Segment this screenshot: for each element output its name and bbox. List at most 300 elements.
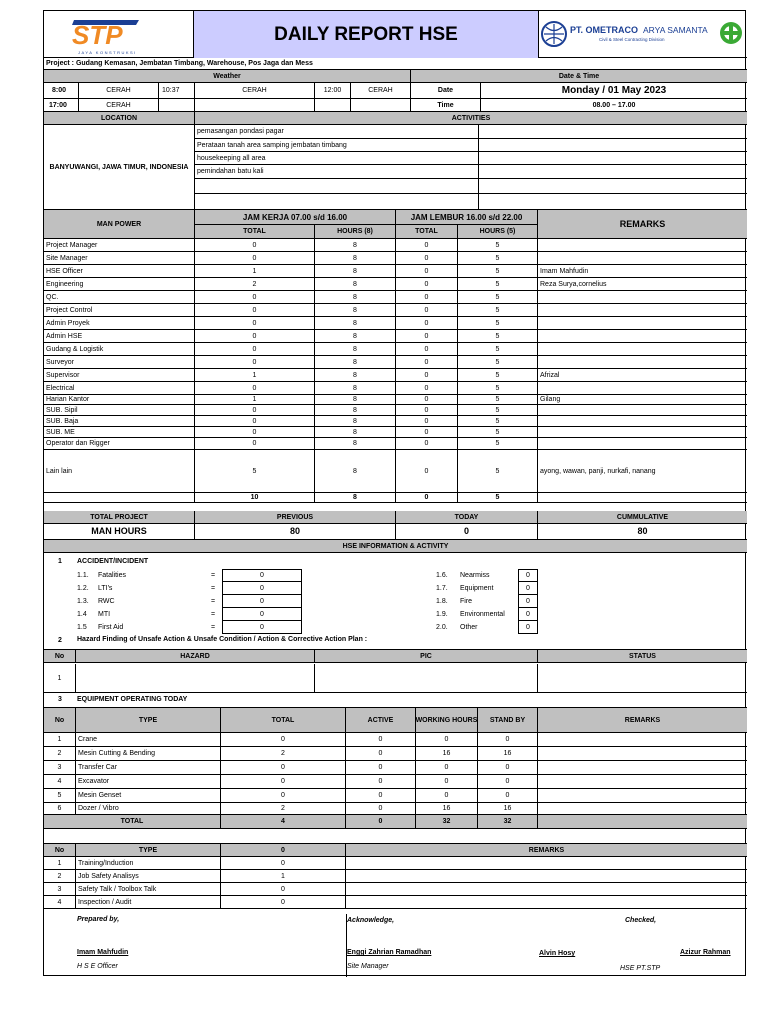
role-remarks: Imam Mahfudin	[538, 265, 747, 278]
equip-active: 0	[346, 761, 416, 775]
role-name: Electrical	[44, 382, 195, 395]
equip-type: Dozer / Vibro	[76, 803, 221, 815]
equip-total-total: 4	[221, 815, 346, 829]
regular-total: 0	[195, 427, 315, 438]
equip-active-header: ACTIVE	[346, 708, 416, 733]
role-name: Project Control	[44, 304, 195, 317]
accident-name: Nearmiss	[460, 572, 490, 579]
regular-hours: 8	[315, 278, 396, 291]
table-row	[44, 317, 747, 330]
table-row	[44, 775, 747, 789]
accident-value: 0	[222, 595, 302, 608]
equip-type: Excavator	[76, 775, 221, 789]
regular-hours: 8	[315, 317, 396, 330]
training-table	[44, 857, 747, 909]
regular-hours: 8	[315, 450, 396, 493]
training-value: 0	[221, 896, 346, 909]
man-hours-previous: 80	[195, 524, 396, 540]
equals-sign: =	[211, 572, 216, 579]
prepared-role: H S E Officer	[77, 963, 118, 970]
overtime-hours: 5	[458, 252, 538, 265]
regular-total: 0	[195, 330, 315, 343]
role-name: Supervisor	[44, 369, 195, 382]
table-row	[44, 291, 747, 304]
role-name: Lain lain	[44, 450, 195, 493]
ometraco-name: PT. OMETRACO	[570, 25, 639, 35]
table-row	[44, 883, 747, 896]
overtime-total: 0	[396, 304, 458, 317]
equip-remarks	[538, 775, 747, 789]
overtime-total: 0	[396, 252, 458, 265]
stp-logo	[44, 11, 194, 58]
training-no-header: No	[44, 844, 76, 857]
training-no: 2	[44, 870, 76, 883]
hazard-status	[538, 664, 747, 693]
activity-row	[195, 152, 747, 165]
equip-total-working: 32	[416, 815, 478, 829]
role-name: QC.	[44, 291, 195, 304]
regular-total: 0	[195, 382, 315, 395]
accident-name: Environmental	[460, 611, 505, 618]
accident-name: MTI	[98, 611, 111, 618]
overtime-hours: 5	[458, 343, 538, 356]
weather-time-2: 10:37	[159, 83, 195, 99]
table-row	[44, 343, 747, 356]
report-header	[44, 11, 747, 58]
activity-row	[195, 179, 747, 194]
date-label: Date	[411, 83, 481, 99]
man-hours-today: 0	[396, 524, 538, 540]
training-remarks	[346, 870, 747, 883]
accident-item	[424, 621, 747, 634]
checked-name-2: Azizur Rahman	[680, 949, 731, 956]
role-remarks: Gilang	[538, 395, 747, 405]
overtime-total: 0	[396, 416, 458, 427]
equip-no: 3	[44, 761, 76, 775]
role-remarks: Afrizal	[538, 369, 747, 382]
accident-name: Equipment	[460, 585, 494, 592]
total-col-header-2: TOTAL	[396, 225, 458, 239]
accident-name: Other	[460, 624, 478, 631]
regular-hours: 8	[315, 265, 396, 278]
stp-logo-tagline: JAYA KONSTRUKSI	[78, 50, 137, 55]
regular-hours: 8	[315, 382, 396, 395]
table-row	[44, 747, 747, 761]
overtime-hours: 5	[458, 265, 538, 278]
regular-total: 0	[195, 239, 315, 252]
overtime-total: 0	[396, 405, 458, 416]
datetime-header: Date & Time	[411, 70, 747, 83]
role-remarks	[538, 405, 747, 416]
accident-item	[424, 569, 747, 582]
overtime-total: 0	[396, 427, 458, 438]
table-row	[44, 789, 747, 803]
role-remarks	[538, 239, 747, 252]
accident-no: 1.9.	[436, 611, 448, 618]
table-row	[44, 438, 747, 450]
role-remarks	[538, 416, 747, 427]
overtime-hours: 5	[458, 291, 538, 304]
training-value: 1	[221, 870, 346, 883]
equip-total: 0	[221, 733, 346, 747]
overtime-total: 0	[396, 356, 458, 369]
table-row	[44, 239, 747, 252]
activity-row	[195, 139, 747, 152]
prepared-name: Imam Mahfudin	[77, 949, 129, 956]
activity-item: pemindahan batu kali	[195, 165, 479, 179]
section-2-title: Hazard Finding of Unsafe Action & Unsafe Condition / Action & Corrective Action Plan :	[77, 636, 368, 643]
role-name: HSE Officer	[44, 265, 195, 278]
equals-sign: =	[211, 598, 216, 605]
regular-total: 0	[195, 252, 315, 265]
accident-item	[44, 569, 424, 582]
overtime-total: 0	[396, 278, 458, 291]
table-row	[44, 330, 747, 343]
equip-active: 0	[346, 747, 416, 761]
table-row	[44, 761, 747, 775]
regular-hours: 8	[315, 427, 396, 438]
accident-list-right	[424, 569, 747, 634]
overtime-hours: 5	[458, 427, 538, 438]
equip-standby: 16	[478, 803, 538, 815]
role-remarks: Reza Surya,cornelius	[538, 278, 747, 291]
equip-remarks	[538, 803, 747, 815]
training-type: Job Safety Analisys	[76, 870, 221, 883]
accident-name: RWC	[98, 598, 115, 605]
role-remarks	[538, 382, 747, 395]
accident-no: 1.1.	[77, 572, 89, 579]
overtime-hours: 5	[458, 382, 538, 395]
regular-total: 0	[195, 291, 315, 304]
section-3-no: 3	[58, 696, 62, 703]
role-remarks	[538, 304, 747, 317]
role-name: SUB. Sipil	[44, 405, 195, 416]
role-remarks	[538, 252, 747, 265]
regular-total: 0	[195, 416, 315, 427]
overtime-total: 0	[396, 450, 458, 493]
man-hours-label: MAN HOURS	[44, 524, 195, 540]
table-row	[44, 382, 747, 395]
hazard-text	[76, 664, 315, 693]
checked-label: Checked,	[625, 917, 657, 924]
equip-total-standby: 32	[478, 815, 538, 829]
overtime-total-sum: 0	[396, 493, 458, 503]
equip-no: 6	[44, 803, 76, 815]
accident-no: 1.4	[77, 611, 87, 618]
training-no: 4	[44, 896, 76, 909]
equip-working: 0	[416, 789, 478, 803]
overtime-total: 0	[396, 438, 458, 450]
overtime-hours: 5	[458, 330, 538, 343]
overtime-total: 0	[396, 395, 458, 405]
table-row	[44, 304, 747, 317]
accident-name: Fatalities	[98, 572, 127, 579]
accident-name: First Aid	[98, 624, 124, 631]
equip-total-label: TOTAL	[44, 815, 221, 829]
equals-sign: =	[211, 585, 216, 592]
regular-total: 2	[195, 278, 315, 291]
acknowledge-role: Site Manager	[347, 963, 389, 970]
jam-kerja-header: JAM KERJA 07.00 s/d 16.00	[195, 210, 396, 225]
manpower-header: MAN POWER	[44, 210, 195, 239]
accident-name: LTI's	[98, 585, 113, 592]
activity-item	[195, 179, 479, 194]
role-name: Admin Proyek	[44, 317, 195, 330]
accident-no: 1.6.	[436, 572, 448, 579]
equip-remarks	[538, 761, 747, 775]
totals-row	[44, 493, 747, 503]
hazard-no: 1	[44, 664, 76, 693]
regular-hours: 8	[315, 343, 396, 356]
accident-value: 0	[222, 621, 302, 634]
regular-total: 1	[195, 369, 315, 382]
hazard-no-header: No	[44, 650, 76, 663]
previous-label: PREVIOUS	[195, 511, 396, 524]
activity-row	[195, 194, 747, 210]
equip-type: Crane	[76, 733, 221, 747]
accident-value: 0	[222, 608, 302, 621]
weather-value-1: CERAH	[79, 83, 159, 99]
section-1-title: ACCIDENT/INCIDENT	[77, 558, 149, 565]
weather-value-2: CERAH	[195, 83, 315, 99]
equip-no-header: No	[44, 708, 76, 733]
table-row	[44, 450, 747, 493]
hse-info-header: HSE INFORMATION & ACTIVITY	[44, 540, 747, 553]
regular-total: 0	[195, 317, 315, 330]
hours5-col-header: HOURS (5)	[458, 225, 538, 239]
training-value: 0	[221, 883, 346, 896]
overtime-hours-sum: 5	[458, 493, 538, 503]
ometraco-name2: ARYA SAMANTA	[643, 25, 708, 35]
accident-no: 1.2.	[77, 585, 89, 592]
acknowledge-label: Acknowledge,	[347, 917, 395, 924]
overtime-hours: 5	[458, 438, 538, 450]
role-name: Surveyor	[44, 356, 195, 369]
regular-hours: 8	[315, 369, 396, 382]
location-header: LOCATION	[44, 112, 195, 125]
accident-list-left	[44, 569, 424, 634]
regular-hours: 8	[315, 330, 396, 343]
weather-time-3: 12:00	[315, 83, 351, 99]
role-remarks	[538, 291, 747, 304]
hazard-row	[44, 664, 747, 693]
training-type: Inspection / Audit	[76, 896, 221, 909]
equip-working: 16	[416, 747, 478, 761]
accident-item	[424, 595, 747, 608]
role-remarks	[538, 317, 747, 330]
weather-value-4: CERAH	[79, 99, 159, 112]
equip-total: 2	[221, 803, 346, 815]
accident-value: 0	[222, 569, 302, 582]
role-name: Project Manager	[44, 239, 195, 252]
training-type-header: TYPE	[76, 844, 221, 857]
overtime-total: 0	[396, 382, 458, 395]
accident-value: 0	[518, 608, 538, 621]
equip-no: 2	[44, 747, 76, 761]
overtime-hours: 5	[458, 369, 538, 382]
overtime-hours: 5	[458, 304, 538, 317]
accident-value: 0	[518, 569, 538, 582]
equip-total-active: 0	[346, 815, 416, 829]
hazard-header: HAZARD	[76, 650, 315, 663]
activity-item: Perataan tanah area samping jembatan timbang	[195, 139, 479, 152]
accident-item	[44, 582, 424, 595]
equip-no: 5	[44, 789, 76, 803]
activity-item: pemasangan pondasi pagar	[195, 125, 479, 139]
role-remarks	[538, 427, 747, 438]
regular-hours: 8	[315, 291, 396, 304]
equip-standby: 16	[478, 747, 538, 761]
accident-name: Fire	[460, 598, 473, 605]
man-hours-cumulative: 80	[538, 524, 747, 540]
activity-row	[195, 165, 747, 179]
regular-total: 5	[195, 450, 315, 493]
regular-hours: 8	[315, 356, 396, 369]
overtime-hours: 5	[458, 278, 538, 291]
equip-type: Transfer Car	[76, 761, 221, 775]
equip-working: 0	[416, 761, 478, 775]
equip-remarks-header: REMARKS	[538, 708, 747, 733]
regular-total: 1	[195, 395, 315, 405]
table-row	[44, 405, 747, 416]
equip-total: 0	[221, 775, 346, 789]
equip-standby: 0	[478, 733, 538, 747]
regular-hours: 8	[315, 239, 396, 252]
table-row	[44, 803, 747, 815]
accident-item	[44, 595, 424, 608]
regular-hours: 8	[315, 405, 396, 416]
ometraco-tagline: Civil & Steel Contracting Division	[599, 37, 665, 42]
equip-type: Mesin Cutting & Bending	[76, 747, 221, 761]
table-row	[44, 356, 747, 369]
table-row	[44, 265, 747, 278]
checked-name-1: Alvin Hosy	[539, 950, 576, 957]
activity-row	[195, 125, 747, 139]
regular-total: 0	[195, 356, 315, 369]
overtime-total: 0	[396, 343, 458, 356]
training-no: 3	[44, 883, 76, 896]
time-value: 08.00 – 17.00	[481, 99, 747, 112]
regular-total: 0	[195, 405, 315, 416]
overtime-total: 0	[396, 291, 458, 304]
page-title: DAILY REPORT HSE	[194, 11, 539, 58]
overtime-total: 0	[396, 239, 458, 252]
weather-header: Weather	[44, 70, 411, 83]
table-row	[44, 870, 747, 883]
equip-total: 0	[221, 761, 346, 775]
role-name: SUB. ME	[44, 427, 195, 438]
accident-no: 2.0.	[436, 624, 448, 631]
hazard-table	[44, 664, 747, 693]
equals-sign: =	[211, 624, 216, 631]
accident-no: 1.3.	[77, 598, 89, 605]
table-row	[44, 857, 747, 870]
training-remarks	[346, 896, 747, 909]
regular-hours: 8	[315, 438, 396, 450]
equip-standby-header: STAND BY	[478, 708, 538, 733]
role-name: SUB. Baja	[44, 416, 195, 427]
equip-remarks	[538, 789, 747, 803]
equip-total-header: TOTAL	[221, 708, 346, 733]
accident-item	[44, 608, 424, 621]
accident-no: 1.7.	[436, 585, 448, 592]
weather-time-4: 17:00	[44, 99, 79, 112]
table-row	[44, 427, 747, 438]
stp-logo-text: STP	[72, 20, 123, 50]
pic-header: PIC	[315, 650, 538, 663]
regular-hours: 8	[315, 395, 396, 405]
equals-sign: =	[211, 611, 216, 618]
hazard-pic	[315, 664, 538, 693]
accident-item	[44, 621, 424, 634]
accident-no: 1.8.	[436, 598, 448, 605]
cumulative-label: CUMMULATIVE	[538, 511, 747, 524]
section-1-no: 1	[58, 558, 62, 565]
ometraco-logo	[539, 11, 747, 58]
regular-hours: 8	[315, 252, 396, 265]
overtime-total: 0	[396, 369, 458, 382]
equip-active: 0	[346, 803, 416, 815]
overtime-hours: 5	[458, 450, 538, 493]
regular-total: 1	[195, 265, 315, 278]
hours8-col-header: HOURS (8)	[315, 225, 396, 239]
role-remarks	[538, 330, 747, 343]
equip-active: 0	[346, 789, 416, 803]
checked-role: HSE PT.STP	[620, 965, 661, 972]
overtime-hours: 5	[458, 239, 538, 252]
today-label: TODAY	[396, 511, 538, 524]
training-remarks	[346, 883, 747, 896]
role-remarks	[538, 356, 747, 369]
role-name: Admin HSE	[44, 330, 195, 343]
training-remarks	[346, 857, 747, 870]
equip-no: 1	[44, 733, 76, 747]
role-name: Gudang & Logistik	[44, 343, 195, 356]
training-total-header: 0	[221, 844, 346, 857]
equip-total: 0	[221, 789, 346, 803]
overtime-total: 0	[396, 317, 458, 330]
date-value: Monday / 01 May 2023	[481, 83, 747, 99]
equip-active: 0	[346, 775, 416, 789]
acknowledge-name: Enggi Zahrian Ramadhan	[347, 949, 432, 956]
remarks-header: REMARKS	[538, 210, 747, 239]
activity-item	[195, 194, 479, 210]
equip-active: 0	[346, 733, 416, 747]
accident-no: 1.5	[77, 624, 87, 631]
overtime-total: 0	[396, 265, 458, 278]
activities-list	[195, 125, 747, 210]
section-2-no: 2	[58, 637, 62, 644]
regular-total: 0	[195, 343, 315, 356]
overtime-hours: 5	[458, 405, 538, 416]
accident-value: 0	[518, 621, 538, 634]
table-row	[44, 896, 747, 909]
training-remarks-header: REMARKS	[346, 844, 747, 857]
regular-total: 0	[195, 304, 315, 317]
regular-hours-sum: 8	[315, 493, 396, 503]
role-remarks: ayong, wawan, panji, nurkafi, nanang	[538, 450, 747, 493]
prepared-label: Prepared by,	[77, 916, 120, 923]
role-remarks	[538, 343, 747, 356]
table-row	[44, 369, 747, 382]
total-project-label: TOTAL PROJECT	[44, 511, 195, 524]
project-line: Project : Gudang Kemasan, Jembatan Timbang, Warehouse, Pos Jaga dan Mess	[44, 58, 747, 70]
activities-header: ACTIVITIES	[195, 112, 747, 125]
overtime-hours: 5	[458, 416, 538, 427]
accident-value: 0	[518, 582, 538, 595]
accident-item	[424, 608, 747, 621]
equip-working: 0	[416, 733, 478, 747]
